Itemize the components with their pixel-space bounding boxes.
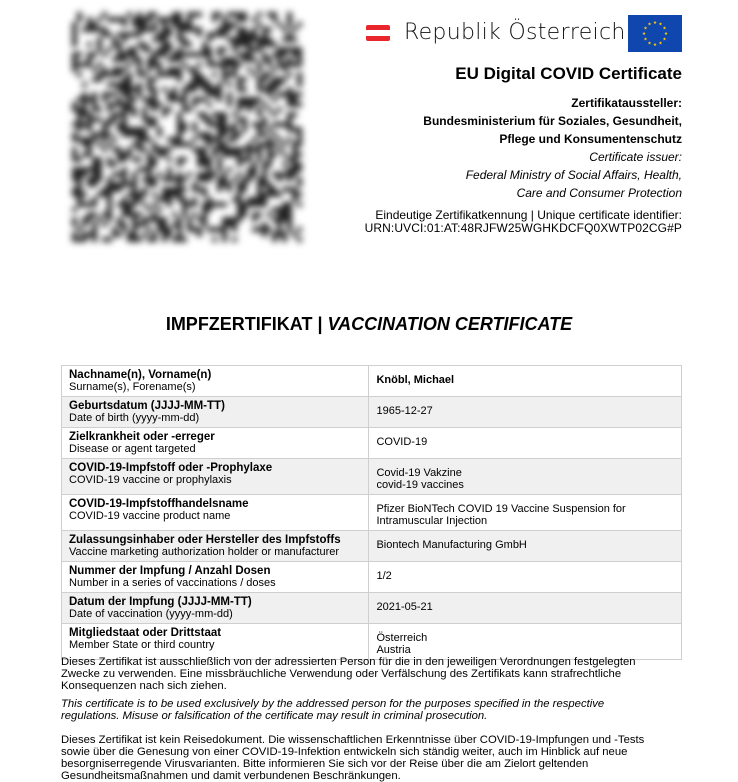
issuer-label-de: Zertifikataussteller: bbox=[571, 96, 682, 110]
field-label-en: COVID-19 vaccine product name bbox=[69, 510, 231, 522]
paragraph-line: Zwecke zu verwenden. Eine missbräuchliche Verwendung oder Verfälschung des Zertifikats kann strafrechtliche bbox=[61, 668, 622, 680]
field-value-line: Biontech Manufacturing GmbH bbox=[376, 539, 527, 551]
field-label bbox=[62, 428, 369, 459]
field-label bbox=[62, 624, 369, 660]
paragraph-line: sowie über die Genesung von einer COVID-19-Infektion entwickeln sich ständig weiter, auch im Hinblick auf neue bbox=[61, 746, 628, 758]
paragraph-line: Gesundheitsmaßnahmen und damit verbundenen Beschränkungen. bbox=[61, 770, 401, 782]
document-title bbox=[0, 314, 738, 335]
field-value bbox=[369, 593, 682, 624]
field-value bbox=[369, 562, 682, 593]
field-label bbox=[62, 459, 369, 495]
issuer-label-en: Certificate issuer: bbox=[589, 150, 682, 164]
field-value-line: Österreich bbox=[376, 632, 428, 644]
field-label-de: Geburtsdatum (JJJJ-MM-TT) bbox=[69, 400, 225, 412]
field-value bbox=[369, 531, 682, 562]
field-label-de: Zulassungsinhaber oder Hersteller des Impfstoffs bbox=[69, 534, 341, 546]
field-value bbox=[369, 624, 682, 660]
field-value-line: 1965-12-27 bbox=[376, 405, 433, 417]
paragraph-line: besorgniserregende Virusvarianten. Bitte informieren Sie sich vor der Reise über die am Zielort geltenden bbox=[61, 758, 589, 770]
field-label bbox=[62, 562, 369, 593]
field-value-line: Knöbl, Michael bbox=[376, 374, 455, 386]
table-row bbox=[62, 562, 682, 593]
qr-code bbox=[72, 12, 302, 242]
brand-name: Republik Österreich bbox=[404, 20, 626, 45]
field-label bbox=[62, 397, 369, 428]
table-row bbox=[62, 428, 682, 459]
field-value-line: 1/2 bbox=[376, 570, 392, 582]
field-value bbox=[369, 495, 682, 531]
field-value-line: Austria bbox=[376, 644, 411, 656]
uvci-value: URN:UVCI:01:AT:48RJFW25WGHKDCFQ0XWTP02CG#P bbox=[364, 221, 682, 235]
issuer-name-de bbox=[423, 112, 682, 148]
field-label-en: COVID-19 vaccine or prophylaxis bbox=[69, 474, 232, 486]
field-value bbox=[369, 397, 682, 428]
field-label bbox=[62, 531, 369, 562]
field-label-de: COVID-19-Impfstoff oder -Prophylaxe bbox=[69, 462, 273, 474]
usage-notice-de bbox=[61, 656, 686, 692]
issuer-de-line: Pflege und Konsumentenschutz bbox=[499, 132, 682, 146]
issuer-name-en bbox=[466, 166, 682, 202]
field-label-de: Nachname(n), Vorname(n) bbox=[69, 369, 212, 381]
document-title-de: IMPFZERTIFIKAT | bbox=[165, 314, 323, 334]
field-value-line: Intramuscular Injection bbox=[376, 515, 488, 527]
field-value-line: Pfizer BioNTech COVID 19 Vaccine Suspension for bbox=[376, 503, 626, 515]
issuer-en-line: Federal Ministry of Social Affairs, Health, bbox=[465, 168, 682, 182]
paragraph-line: Dieses Zertifikat ist kein Reisedokument. Die wissenschaftlichen Erkenntnisse über COVID-19-Impfungen und -Tests bbox=[61, 734, 645, 746]
field-value-line: Covid-19 Vakzine bbox=[376, 467, 462, 479]
field-value-line: 2021-05-21 bbox=[376, 601, 433, 613]
field-label-de: Zielkrankheit oder -erreger bbox=[69, 431, 215, 443]
field-label-en: Vaccine marketing authorization holder or manufacturer bbox=[69, 546, 340, 558]
table-row bbox=[62, 459, 682, 495]
document-title-en: VACCINATION CERTIFICATE bbox=[327, 314, 573, 334]
table-row bbox=[62, 366, 682, 397]
field-label-en: Member State or third country bbox=[69, 639, 215, 651]
table-row bbox=[62, 531, 682, 562]
field-value bbox=[369, 428, 682, 459]
issuer-en-line: Care and Consumer Protection bbox=[516, 186, 682, 200]
paragraph-line: Dieses Zertifikat ist ausschließlich von der adressierten Person für die in den jeweiligen Verordnungen festgelegten bbox=[61, 656, 636, 668]
field-label-de: Mitgliedstaat oder Drittstaat bbox=[69, 627, 222, 639]
field-label-de: Nummer der Impfung / Anzahl Dosen bbox=[69, 565, 271, 577]
travel-notice-de bbox=[61, 734, 686, 782]
paragraph-line: Konsequenzen nach sich ziehen. bbox=[61, 680, 227, 692]
field-value bbox=[369, 459, 682, 495]
certificate-data-table bbox=[61, 365, 682, 660]
field-label-en: Disease or agent targeted bbox=[69, 443, 196, 455]
field-value-line: covid-19 vaccines bbox=[376, 479, 464, 491]
usage-notice-en bbox=[61, 698, 686, 722]
field-label-en: Surname(s), Forename(s) bbox=[69, 381, 196, 393]
qr-code-icon bbox=[72, 12, 302, 242]
paragraph-line: This certificate is to be used exclusively by the addressed person for the purposes specified in the respective bbox=[61, 698, 605, 710]
field-value bbox=[369, 366, 682, 397]
certificate-type-title: EU Digital COVID Certificate bbox=[455, 64, 682, 83]
field-label-en: Date of vaccination (yyyy-mm-dd) bbox=[69, 608, 233, 620]
field-label bbox=[62, 495, 369, 531]
eu-flag-icon bbox=[628, 15, 682, 52]
field-label bbox=[62, 366, 369, 397]
paragraph-line: regulations. Misuse or falsification of the certificate may result in criminal prosecution. bbox=[61, 710, 488, 722]
field-label-de: Datum der Impfung (JJJJ-MM-TT) bbox=[69, 596, 252, 608]
field-label-en: Date of birth (yyyy-mm-dd) bbox=[69, 412, 200, 424]
uvci-label: Eindeutige Zertifikatkennung | Unique certificate identifier: bbox=[375, 208, 682, 222]
table-row bbox=[62, 624, 682, 660]
field-label bbox=[62, 593, 369, 624]
austria-flag-icon bbox=[366, 25, 390, 41]
field-value-line: COVID-19 bbox=[376, 436, 428, 448]
table-row bbox=[62, 495, 682, 531]
issuer-de-line: Bundesministerium für Soziales, Gesundheit, bbox=[423, 114, 682, 128]
field-label-de: COVID-19-Impfstoffhandelsname bbox=[69, 498, 249, 510]
field-label-en: Number in a series of vaccinations / doses bbox=[69, 577, 276, 589]
table-row bbox=[62, 593, 682, 624]
table-row bbox=[62, 397, 682, 428]
